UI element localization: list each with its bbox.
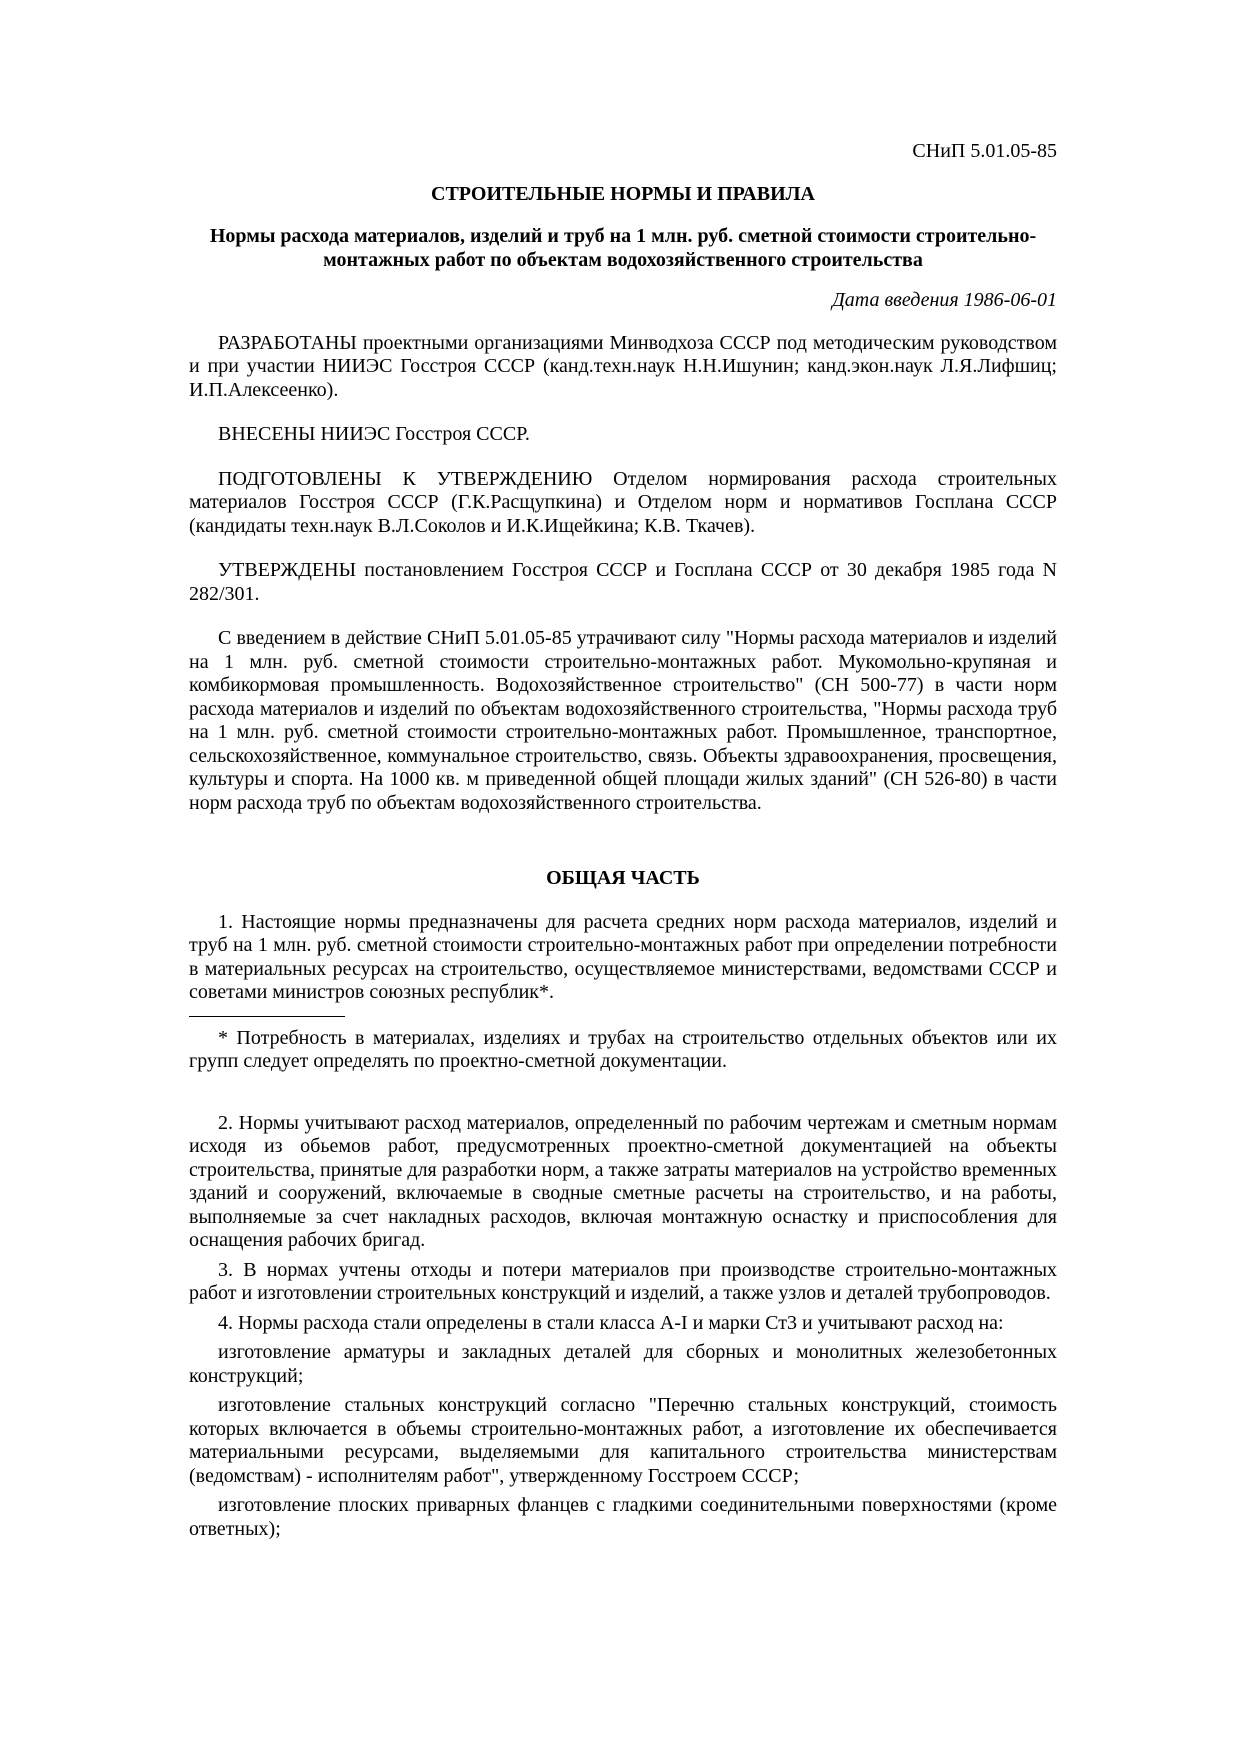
general-item-4-sub: изготовление плоских приварных фланцев с гладкими соединительными поверхностями (кроме ответных); <box>189 1494 1057 1540</box>
general-item-4-sub: изготовление арматуры и закладных деталей для сборных и монолитных железобетонных конструкций; <box>189 1341 1057 1387</box>
intro-developed: РАЗРАБОТАНЫ проектными организациями Минводхоза СССР под методическим руководством и при участии НИИЭС Госстроя СССР (канд.техн.наук Н.Н.Ишунин; канд.экон.наук Л.Я.Лифшиц; И.П.Алексеенко). <box>189 331 1057 401</box>
document-page <box>189 140 1057 1547</box>
general-item-1: 1. Настоящие нормы предназначены для расчета средних норм расхода материалов, изделий и труб на 1 млн. руб. сметной стоимости строительно-монтажных работ при определении потребности в материальных ресурсах на строительство, осуществляемое министерствами, ведомствами СССР и советами министров союзных республик*. <box>189 910 1057 1003</box>
footnote: * Потребность в материалах, изделиях и трубах на строительство отдельных объектов или их групп следует определять по проектно-сметной документации. <box>189 1026 1057 1072</box>
general-item-3: 3. В нормах учтены отходы и потери материалов при производстве строительно-монтажных работ и изготовлении строительных конструкций и изделий, а также узлов и деталей трубопроводов. <box>189 1258 1057 1304</box>
introduction-date: Дата введения 1986-06-01 <box>832 289 1057 311</box>
section-title-general: ОБЩАЯ ЧАСТЬ <box>546 867 700 889</box>
intro-submitted: ВНЕСЕНЫ НИИЭС Госстроя СССР. <box>218 423 530 445</box>
document-subtitle: Нормы расхода материалов, изделий и труб на 1 млн. руб. сметной стоимости строительно-монтажных работ по объектам водохозяйственного строительства <box>209 225 1037 271</box>
footnote-separator <box>189 1016 345 1017</box>
intro-approved: УТВЕРЖДЕНЫ постановлением Госстроя СССР и Госплана СССР от 30 декабря 1985 года N 282/301. <box>189 559 1057 605</box>
general-item-4-sub: изготовление стальных конструкций согласно "Перечню стальных конструкций, стоимость которых включается в объемы строительно-монтажных работ, а изготовление их обеспечивается материальными ресурсами, выделяемыми для капитального строительства министерствам (ведомствам) - исполнителям работ", утвержденному Госстроем СССР; <box>189 1394 1057 1487</box>
intro-prepared: ПОДГОТОВЛЕНЫ К УТВЕРЖДЕНИЮ Отделом нормирования расхода строительных материалов Госстроя СССР (Г.К.Расщупкина) и Отделом норм и нормативов Госплана СССР (кандидаты техн.наук В.Л.Соколов и И.К.Ищейкина; К.В. Ткачев). <box>189 467 1057 537</box>
document-title: СТРОИТЕЛЬНЫЕ НОРМЫ И ПРАВИЛА <box>431 182 815 205</box>
doc-code: СНиП 5.01.05-85 <box>912 140 1057 162</box>
general-item-4: 4. Нормы расхода стали определены в стали класса А-I и марки Ст3 и учитывают расход на: <box>218 1311 1004 1334</box>
general-item-2: 2. Нормы учитывают расход материалов, определенный по рабочим чертежам и сметным нормам исходя из обьемов работ, предусмотренных проектно-сметной документацией на объекты строительства, принятые для разработки норм, а также затраты материалов на устройство временных зданий и сооружений, включаемые в сводные сметные расчеты на строительство, и на работы, выполняемые за счет накладных расходов, включая монтажную оснастку и приспособления для оснащения рабочих бригад. <box>189 1111 1057 1251</box>
intro-superseded: С введением в действие СНиП 5.01.05-85 утрачивают силу "Нормы расхода материалов и изделий на 1 млн. руб. сметной стоимости строительно-монтажных работ. Мукомольно-крупяная и комбикормовая промышленность. Водохозяйственное строительство" (СН 500-77) в части норм расхода материалов и изделий по объектам водохозяйственного строительства, "Нормы расхода труб на 1 млн. руб. сметной стоимости строительно-монтажных работ. Промышленное, транспортное, сельскохозяйственное, коммунальное строительство, связь. Объекты здравоохранения, просвещения, культуры и спорта. На 1000 кв. м приведенной общей площади жилых зданий" (СН 526-80) в части норм расхода труб по объектам водохозяйственного строительства. <box>189 627 1057 814</box>
